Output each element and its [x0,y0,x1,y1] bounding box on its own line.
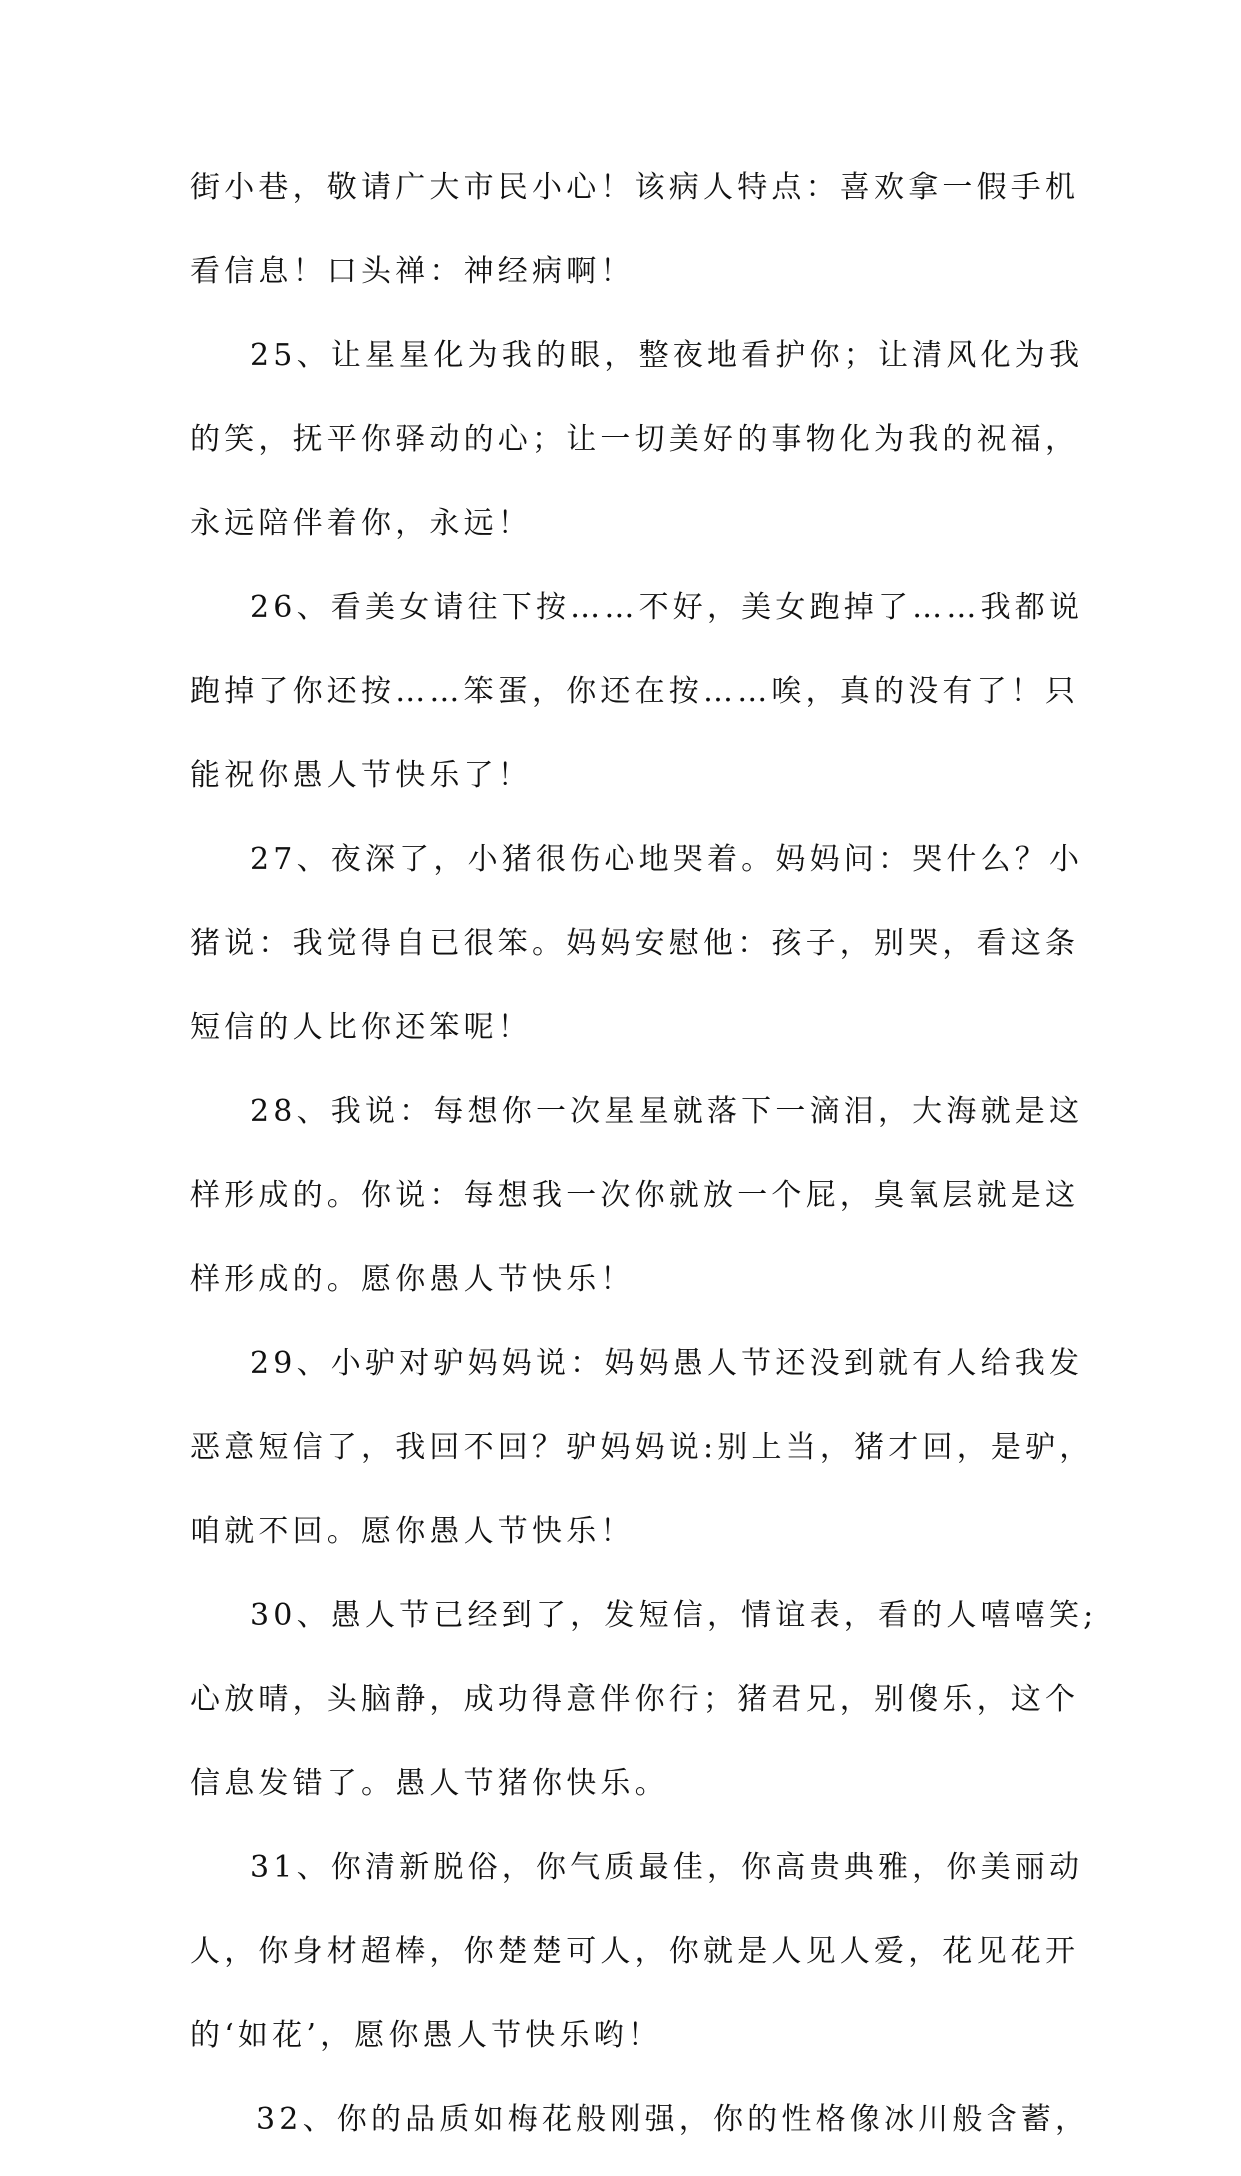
text-line: 跑掉了你还按……笨蛋，你还在按……唉，真的没有了！只 [190,674,1080,709]
paragraph-31-start: 31、你清新脱俗，你气质最佳，你高贵典雅，你美丽动 [250,1850,1084,1885]
document-body [190,160,1098,2176]
text-line: 样形成的。愿你愚人节快乐！ [190,1262,635,1297]
text-line: 的笑，抚平你驿动的心；让一切美好的事物化为我的祝福， [190,422,1080,457]
text-line: 短信的人比你还笨呢！ [190,1010,532,1045]
text-line: 恶意短信了，我回不回？驴妈妈说:别上当，猪才回，是驴， [190,1430,1094,1465]
text-line: 咱就不回。愿你愚人节快乐！ [190,1514,635,1549]
paragraph-27-start: 27、夜深了，小猪很伤心地哭着。妈妈问：哭什么？小 [250,842,1084,877]
text-line: 人，你身材超棒，你楚楚可人，你就是人见人爱，花见花开 [190,1934,1080,1969]
text-line: 猪说：我觉得自已很笨。妈妈安慰他：孩子，别哭，看这条 [190,926,1080,961]
text-line: 看信息！口头禅：神经病啊！ [190,254,635,289]
paragraph-26-start: 26、看美女请往下按……不好，美女跑掉了……我都说 [250,590,1084,625]
text-line: 样形成的。你说：每想我一次你就放一个屁，臭氧层就是这 [190,1178,1080,1213]
paragraph-32-start: 32、你的品质如梅花般刚强，你的性格像冰川般含蓄， [256,2102,1090,2137]
paragraph-29-start: 29、小驴对驴妈妈说：妈妈愚人节还没到就有人给我发 [250,1346,1084,1381]
text-line: 永远陪伴着你，永远！ [190,506,532,541]
paragraph-28-start: 28、我说：每想你一次星星就落下一滴泪，大海就是这 [250,1094,1084,1129]
text-line: 能祝你愚人节快乐了！ [190,758,532,793]
text-line: 信息发错了。愚人节猪你快乐。 [190,1766,669,1801]
text-line: 心放晴，头脑静，成功得意伴你行；猪君兄，别傻乐，这个 [190,1682,1080,1717]
text-line: 的‘如花’，愿你愚人节快乐哟！ [190,2018,663,2053]
text-line: 街小巷，敬请广大市民小心！该病人特点：喜欢拿一假手机 [190,170,1080,205]
paragraph-25-start: 25、让星星化为我的眼，整夜地看护你；让清风化为我 [250,338,1084,373]
paragraph-30-start: 30、愚人节已经到了，发短信，情谊表，看的人嘻嘻笑; [250,1598,1098,1633]
